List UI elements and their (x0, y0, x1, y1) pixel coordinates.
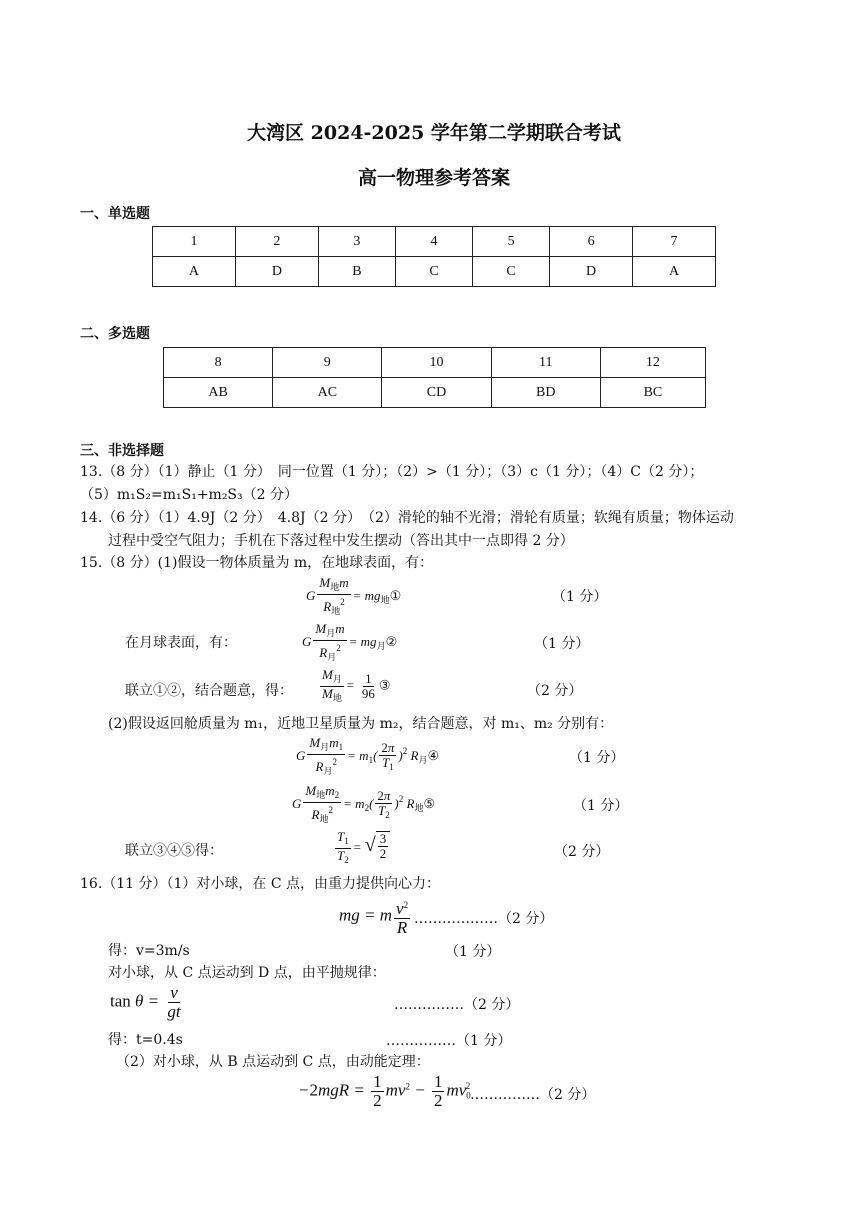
table-cell: AC (273, 378, 382, 408)
score-v: （1 分） (445, 944, 501, 960)
section3-heading: 三、非选择题 (80, 443, 164, 459)
table-cell: C (473, 257, 550, 287)
q15-join2: 联立③④⑤得： (125, 843, 223, 859)
score-t: ……………（1 分） (386, 1033, 512, 1049)
q15-part2: (2)假设返回舱质量为 m₁，近地卫星质量为 m₂，结合题意，对 m₁、m₂ 分别有： (108, 716, 614, 732)
score-eq3: （2 分） (527, 683, 583, 699)
q14-line2: 过程中受空气阻力；手机在下落过程中发生摆动（答出其中一点即得 2 分） (108, 533, 574, 549)
table-cell: 11 (491, 348, 600, 378)
score-tan: ……………（2 分） (394, 997, 520, 1013)
q16-flat: 对小球，从 C 点运动到 D 点，由平抛规律： (108, 965, 386, 981)
multi-choice-table (163, 347, 706, 408)
table-cell: 8 (164, 348, 273, 378)
equation-energy: −2mgR = $\frac{1}{2}$ $mv^2$ − $\frac{1}{2}$ $mv_0^2$ (298, 1072, 471, 1110)
table-cell: CD (382, 378, 491, 408)
table-cell: 4 (395, 227, 472, 257)
table-cell: A (153, 257, 236, 287)
q16-v: 得：v=3m/s (108, 943, 190, 959)
q14-line1: 14.（6 分）（1）4.9J（2 分） 4.8J（2 分） （2）滑轮的轴不光滑；滑轮有质量；软绳有质量；物体运动 (80, 510, 734, 526)
section1-heading: 一、单选题 (80, 206, 150, 222)
q13-line2: （5）m₁S₂=m₁S₁+m₂S₃（2 分） (80, 487, 298, 503)
score-ratio: （2 分） (554, 844, 610, 860)
page-title: 大湾区 2024-2025 学年第二学期联合考试 (247, 122, 621, 144)
table-cell: 6 (550, 227, 633, 257)
score-eq2: （1 分） (534, 636, 590, 652)
table-cell: BD (491, 378, 600, 408)
table-row (164, 348, 706, 378)
table-cell: B (318, 257, 395, 287)
table-cell: 10 (382, 348, 491, 378)
score-eq1: （1 分） (552, 589, 608, 605)
score-centripetal: ………………（2 分） (414, 911, 554, 927)
table-cell: AB (164, 378, 273, 408)
table-cell: C (395, 257, 472, 287)
equation-1: G $\frac{M_地m}{R_地^2}$ = $mg_地①$ (306, 575, 402, 616)
equation-3: $\frac{M_月}{M_地}$ = $\frac{1}{96}$ ③ (322, 667, 391, 703)
table-cell: A (633, 257, 716, 287)
q16-part2: （2）对小球，从 B 点运动到 C 点，由动能定理： (116, 1054, 430, 1070)
q16-intro: 16.（11 分）（1）对小球，在 C 点，由重力提供向心力： (80, 876, 441, 892)
section2-heading: 二、多选题 (80, 326, 150, 342)
table-row (153, 227, 716, 257)
table-cell: D (550, 257, 633, 287)
q15-join1: 联立①②，结合题意，得： (125, 683, 293, 699)
table-cell: 9 (273, 348, 382, 378)
q13-line1: 13.（8 分）（1）静止（1 分） 同一位置（1 分）；（2）>（1 分）；（3）c（1 分）；（4）C（2 分）； (80, 464, 704, 480)
page-subtitle: 高一物理参考答案 (357, 167, 510, 189)
score-eq5: （1 分） (573, 798, 629, 814)
q15-intro: 15.（8 分）(1)假设一物体质量为 m，在地球表面，有： (80, 555, 434, 571)
table-cell: 5 (473, 227, 550, 257)
q16-t: 得：t=0.4s (108, 1032, 183, 1048)
equation-4: G $\frac{M_月m_1}{R_月^2}$ = $m_1$( $\frac{2\pi}{T_1}$ )$^2$ $R_月④$ (296, 735, 440, 776)
table-cell: BC (600, 378, 705, 408)
score-eq4: （1 分） (569, 750, 625, 766)
equation-tan: tan θ = $\frac{v}{gt}$ (110, 983, 181, 1021)
table-cell: 7 (633, 227, 716, 257)
table-cell: 12 (600, 348, 705, 378)
q15-moon: 在月球表面，有： (125, 635, 237, 651)
equation-period-ratio: $\frac{T_1}{T_2}$ = √ $\frac{3}{2}$ (333, 830, 390, 867)
table-row (164, 378, 706, 408)
table-row (153, 257, 716, 287)
equation-5: G $\frac{M_地m_2}{R_地^2}$ = $m_2$( $\frac{2\pi}{T_2}$ )$^2$ $R_地⑤$ (292, 783, 436, 824)
table-cell: 1 (153, 227, 236, 257)
table-cell: 2 (235, 227, 318, 257)
equation-centripetal: mg = m $\frac{v^2}{R}$ (339, 896, 412, 937)
equation-2: G $\frac{M_月m}{R_月^2}$ = $mg_月②$ (302, 621, 398, 662)
table-cell: 3 (318, 227, 395, 257)
score-energy: ……………（2 分） (470, 1087, 596, 1103)
table-cell: D (235, 257, 318, 287)
single-choice-table (152, 226, 716, 287)
